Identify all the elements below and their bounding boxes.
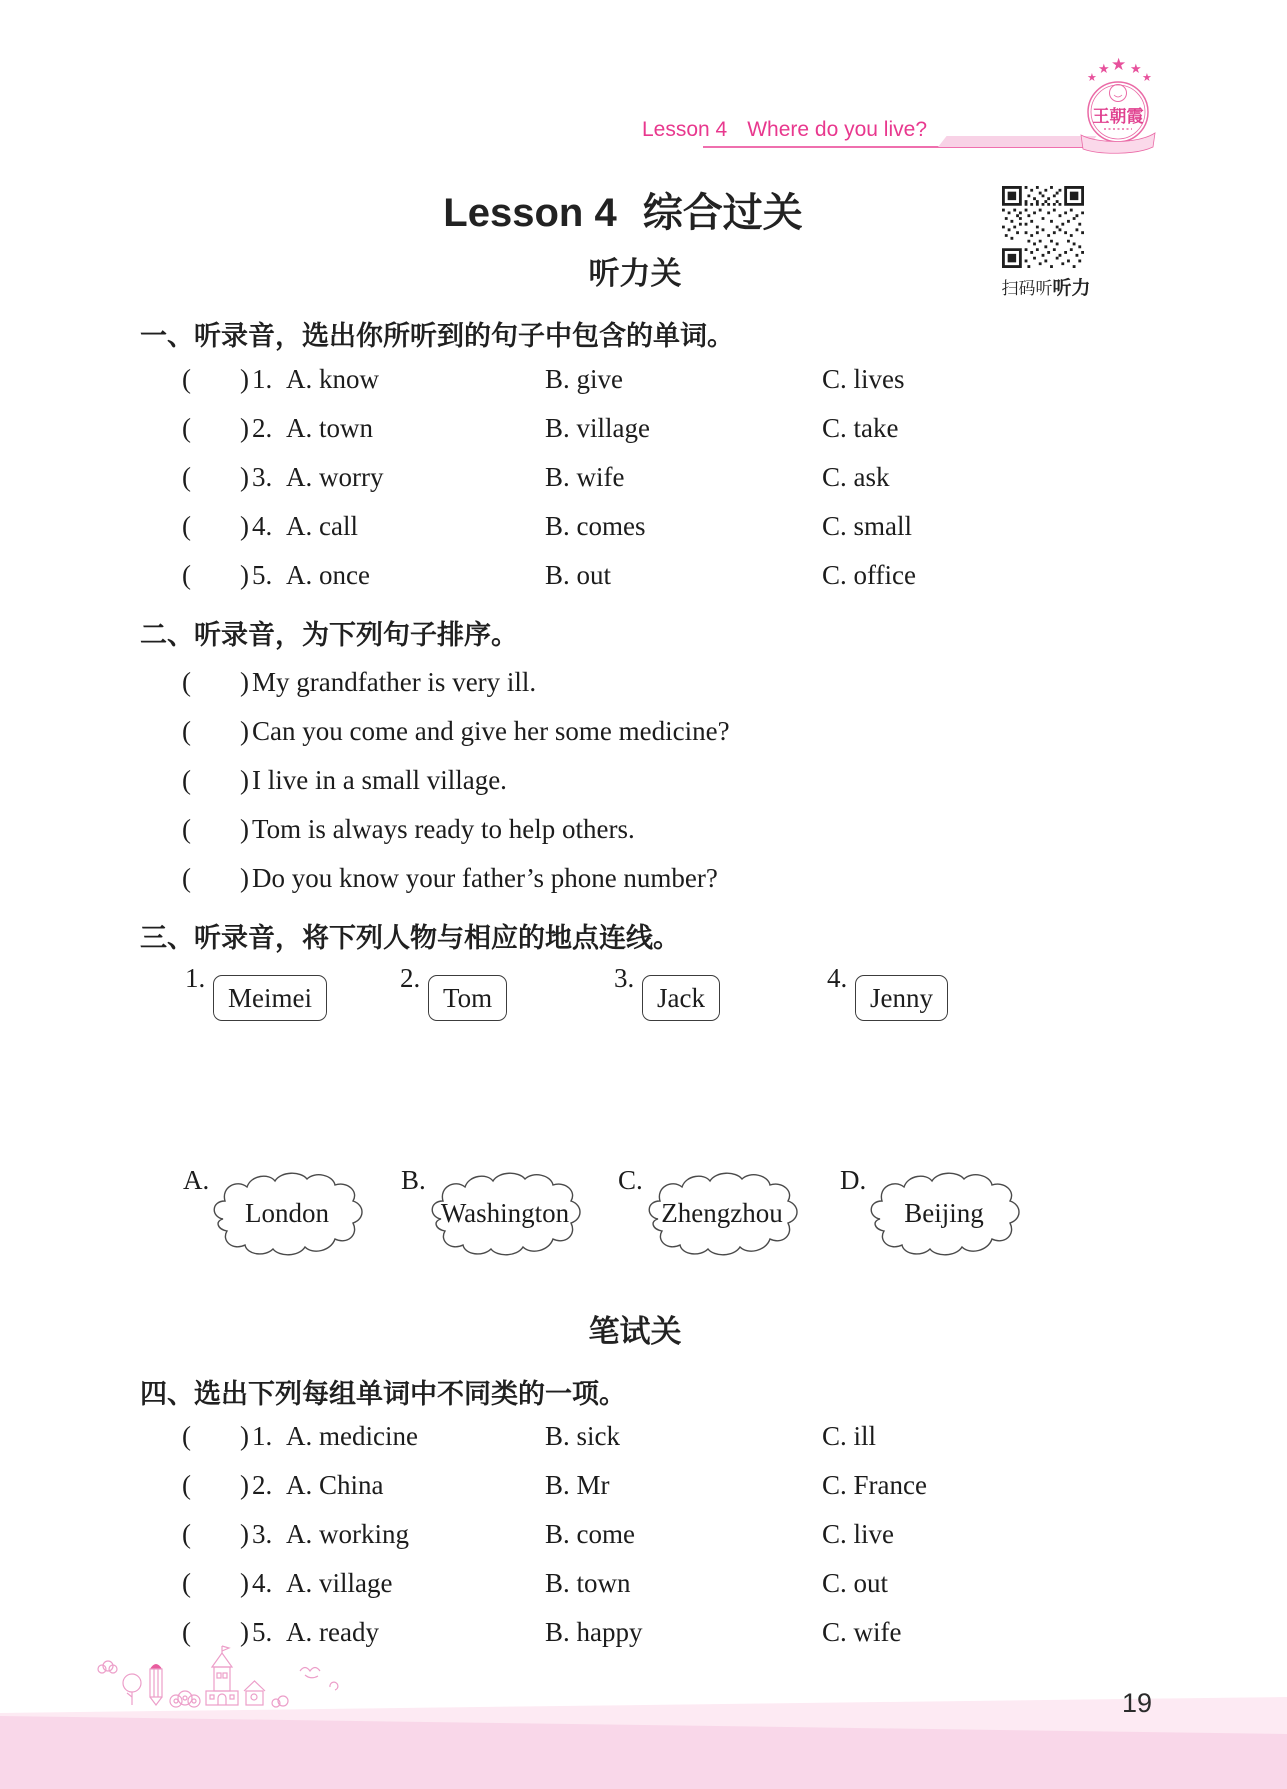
person-number: 3. [614, 963, 635, 993]
part4-heading: 四、选出下列每组单词中不同类的一项。 [140, 1379, 626, 1409]
place-letter: A. [183, 1165, 210, 1195]
sentence-text: Do you know your father’s phone number? [252, 863, 718, 893]
option-a: A. China [286, 1470, 384, 1500]
answer-paren-close: ) [240, 1421, 249, 1451]
option-b: B. comes [545, 511, 646, 541]
option-b: B. sick [545, 1421, 621, 1451]
question-number: 4. [252, 1568, 273, 1598]
option-a: A. town [286, 413, 373, 443]
answer-paren-open: ( [182, 667, 191, 697]
cloud-shape [642, 1167, 802, 1259]
option-b: B. give [545, 364, 623, 394]
question-row [0, 551, 1287, 600]
person-number: 4. [827, 963, 848, 993]
option-b: B. happy [545, 1617, 643, 1647]
option-a: A. worry [286, 462, 384, 492]
person-number: 1. [185, 963, 206, 993]
bush-icon [170, 1695, 182, 1707]
answer-paren-close: ) [240, 1617, 249, 1647]
question-number: 5. [252, 560, 273, 590]
place-letter: B. [401, 1165, 426, 1195]
answer-paren-open: ( [182, 364, 191, 394]
question-number: 1. [252, 1421, 273, 1451]
castle-icon [206, 1646, 238, 1705]
option-b: B. Mr [545, 1470, 610, 1500]
answer-paren-open: ( [182, 560, 191, 590]
answer-paren-open: ( [182, 814, 191, 844]
question-number: 5. [252, 1617, 273, 1647]
place-name: Zhengzhou [661, 1197, 783, 1228]
question-row [0, 1510, 1287, 1559]
star-icon: ★ [1130, 61, 1142, 76]
answer-paren-close: ) [240, 462, 249, 492]
answer-paren-open: ( [182, 716, 191, 746]
sentence-row [0, 805, 1287, 854]
sentence-text: I live in a small village. [252, 765, 507, 795]
option-a: A. working [286, 1519, 409, 1549]
question-number: 1. [252, 364, 273, 394]
answer-paren-open: ( [182, 413, 191, 443]
place-name: London [245, 1197, 329, 1228]
cloud-shape [864, 1167, 1024, 1259]
question-row [0, 453, 1287, 502]
qr-caption-bold: 听力 [1052, 278, 1091, 299]
option-b: B. out [545, 560, 612, 590]
answer-paren-open: ( [182, 511, 191, 541]
question-number: 2. [252, 413, 273, 443]
question-row [0, 1559, 1287, 1608]
publisher-seal-icon [1076, 54, 1160, 156]
sentence-row [0, 756, 1287, 805]
option-a: A. know [286, 364, 379, 394]
place-name: Beijing [904, 1197, 984, 1228]
answer-paren-close: ) [240, 814, 249, 844]
answer-paren-open: ( [182, 1519, 191, 1549]
answer-paren-open: ( [182, 1568, 191, 1598]
option-a: A. medicine [286, 1421, 418, 1451]
page-title-main: 综合过关 [642, 191, 803, 235]
option-c: C. office [822, 560, 916, 590]
sentence-text: My grandfather is very ill. [252, 667, 537, 697]
option-b: B. wife [545, 462, 625, 492]
answer-paren-close: ) [240, 413, 249, 443]
question-row [0, 404, 1287, 453]
answer-paren-close: ) [240, 716, 249, 746]
option-c: C. small [822, 511, 913, 541]
ribbon-icon [1081, 133, 1155, 153]
pencil-icon [150, 1664, 162, 1669]
answer-paren-open: ( [182, 1421, 191, 1451]
page-number: 19 [1122, 1688, 1153, 1718]
listening-banner: 听力关 [588, 256, 682, 291]
swirl-icon [330, 1682, 338, 1690]
question-row [0, 1412, 1287, 1461]
cloud-shape [207, 1167, 367, 1259]
question-number: 2. [252, 1470, 273, 1500]
answer-paren-close: ) [240, 765, 249, 795]
answer-paren-close: ) [240, 511, 249, 541]
answer-paren-close: ) [240, 863, 249, 893]
part2-rows [0, 658, 1287, 903]
option-c: C. live [822, 1519, 894, 1549]
place-letter: C. [618, 1165, 643, 1195]
sentence-row [0, 707, 1287, 756]
running-header [642, 118, 927, 142]
header-swoosh [938, 136, 1097, 147]
answer-paren-close: ) [240, 364, 249, 394]
place-letter: D. [840, 1165, 867, 1195]
answer-paren-open: ( [182, 1617, 191, 1647]
part3-places-row [0, 1163, 1287, 1268]
written-banner: 笔试关 [588, 1314, 682, 1349]
answer-paren-close: ) [240, 667, 249, 697]
place-name: Washington [440, 1197, 570, 1228]
house-icon [244, 1681, 265, 1705]
star-icon: ★ [1142, 72, 1152, 84]
option-c: C. take [822, 413, 899, 443]
option-c: C. wife [822, 1617, 902, 1647]
publisher-name: 王朝霞 [1092, 107, 1144, 126]
person-number: 2. [400, 963, 421, 993]
bird-icon [300, 1668, 320, 1672]
answer-paren-open: ( [182, 1470, 191, 1500]
answer-paren-close: ) [240, 1470, 249, 1500]
person-name-box: Meimei [213, 975, 327, 1021]
option-c: C. lives [822, 364, 905, 394]
question-number: 3. [252, 462, 273, 492]
answer-paren-open: ( [182, 863, 191, 893]
person-name-box: Jenny [855, 975, 948, 1021]
answer-paren-close: ) [240, 560, 249, 590]
option-b: B. come [545, 1519, 635, 1549]
option-c: C. ask [822, 462, 890, 492]
option-a: A. ready [286, 1617, 379, 1647]
answer-paren-open: ( [182, 462, 191, 492]
part4-rows [0, 1412, 1287, 1657]
question-number: 4. [252, 511, 273, 541]
sentence-text: Tom is always ready to help others. [252, 814, 635, 844]
option-c: C. out [822, 1568, 889, 1598]
sentence-row [0, 658, 1287, 707]
part3-heading: 三、听录音，将下列人物与相应的地点连线。 [140, 923, 680, 953]
part1-heading: 一、听录音，选出你所听到的句子中包含的单词。 [140, 321, 734, 351]
option-a: A. call [286, 511, 358, 541]
footer-doodles-icon [88, 1643, 358, 1717]
sentence-row [0, 854, 1287, 903]
option-a: A. once [286, 560, 370, 590]
star-icon: ★ [1087, 72, 1097, 84]
part1-rows [0, 355, 1287, 600]
running-header-lesson: Lesson 4 [642, 118, 728, 141]
question-row [0, 1461, 1287, 1510]
option-b: B. village [545, 413, 650, 443]
cloud-doodle-icon [98, 1665, 106, 1673]
answer-paren-close: ) [240, 1519, 249, 1549]
part2-heading: 二、听录音，为下列句子排序。 [140, 620, 518, 650]
qr-caption-prefix: 扫码听 [1001, 279, 1053, 298]
option-c: C. ill [822, 1421, 877, 1451]
portrait-icon [1110, 85, 1127, 102]
option-c: C. France [822, 1470, 927, 1500]
option-b: B. town [545, 1568, 631, 1598]
question-row [0, 355, 1287, 404]
page-title-prefix: Lesson 4 [443, 191, 617, 235]
part3-people-row [0, 963, 1287, 1038]
answer-paren-close: ) [240, 1568, 249, 1598]
question-number: 3. [252, 1519, 273, 1549]
cloud-shape [425, 1167, 585, 1259]
option-a: A. village [286, 1568, 393, 1598]
star-icon: ★ [1111, 55, 1127, 74]
person-name-box: Tom [428, 975, 507, 1021]
question-row [0, 502, 1287, 551]
answer-paren-open: ( [182, 765, 191, 795]
tree-icon [123, 1674, 141, 1692]
person-name-box: Jack [642, 975, 720, 1021]
sentence-text: Can you come and give her some medicine? [252, 716, 730, 746]
star-icon: ★ [1098, 61, 1110, 76]
running-header-title: Where do you live? [747, 118, 927, 141]
